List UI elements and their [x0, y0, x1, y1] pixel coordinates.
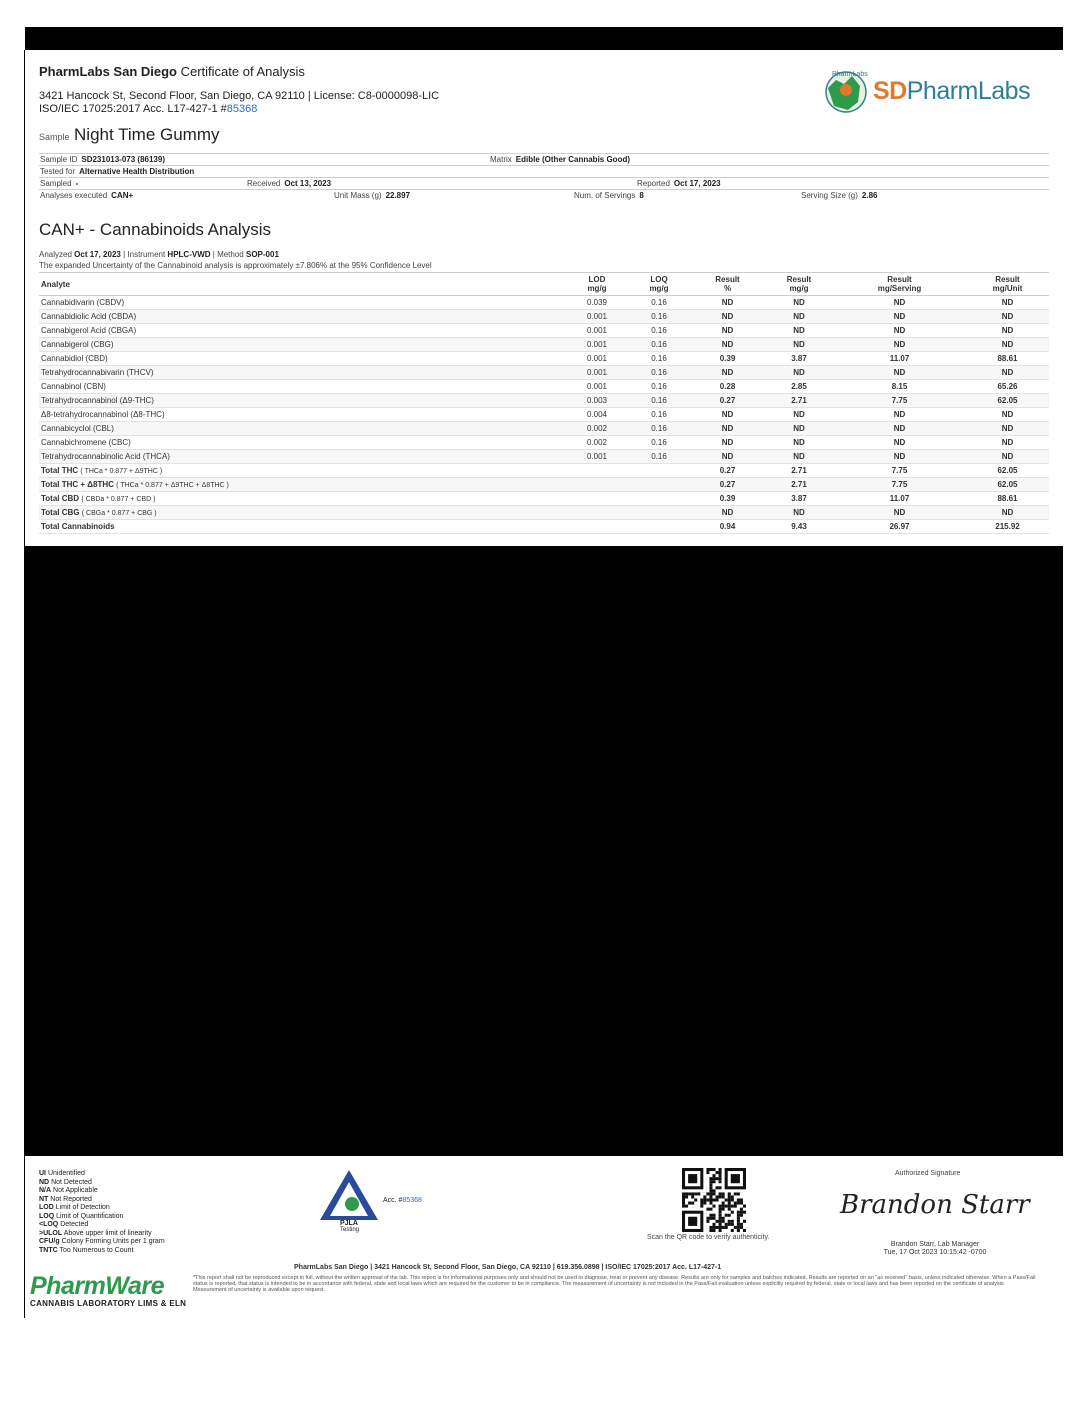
- analyte-name: Cannabicyclol (CBL): [39, 422, 566, 436]
- total-row: [39, 464, 1049, 478]
- result-mgg: ND: [765, 408, 833, 422]
- total-row: [39, 492, 1049, 506]
- total-mgg: 2.71: [765, 464, 833, 478]
- signature: Brandon Starr: [840, 1190, 1030, 1220]
- lod-value: 0.003: [566, 394, 628, 408]
- total-pct: 0.27: [690, 478, 765, 492]
- lod-value: 0.002: [566, 422, 628, 436]
- col-result-serving: Result mg/Serving: [833, 273, 966, 296]
- result-pct: ND: [690, 436, 765, 450]
- table-row: [39, 394, 1049, 408]
- col-result-mgg: Result mg/g: [765, 273, 833, 296]
- table-row: [39, 408, 1049, 422]
- result-mgg: ND: [765, 310, 833, 324]
- section-title: CAN+ - Cannabinoids Analysis: [39, 220, 271, 239]
- result-pct: ND: [690, 408, 765, 422]
- qr-caption: Scan the QR code to verify authenticity.: [647, 1234, 770, 1241]
- total-serving: 26.97: [833, 520, 966, 534]
- loq-value: 0.16: [628, 366, 690, 380]
- analyte-name: Cannabidiolic Acid (CBDA): [39, 310, 566, 324]
- result-serving: ND: [833, 310, 966, 324]
- legend-item: NT Not Reported: [39, 1195, 92, 1203]
- result-unit: ND: [966, 324, 1049, 338]
- table-row: [39, 324, 1049, 338]
- authorized-label: Authorized Signature: [895, 1170, 961, 1177]
- result-pct: ND: [690, 310, 765, 324]
- total-unit: 62.05: [966, 464, 1049, 478]
- logo-arc-text: PharmLabs: [832, 71, 868, 78]
- total-unit: 62.05: [966, 478, 1049, 492]
- logo-wordmark: SDPharmLabs: [873, 77, 1031, 105]
- lod-value: 0.002: [566, 436, 628, 450]
- footer-address: PharmLabs San Diego | 3421 Hancock St, Second Floor, San Diego, CA 92110 | 619.356.0898 | ISO/IEC 17025:2017 Acc. L17-427-1: [294, 1264, 722, 1271]
- loq-value: 0.16: [628, 408, 690, 422]
- col-result-pct: Result %: [690, 273, 765, 296]
- result-unit: ND: [966, 422, 1049, 436]
- result-unit: ND: [966, 338, 1049, 352]
- lod-value: 0.001: [566, 366, 628, 380]
- table-row: [39, 380, 1049, 394]
- result-serving: 7.75: [833, 394, 966, 408]
- info-row-1: Sample ID SD231013-073 (86139) Matrix Edible (Other Cannabis Good): [39, 153, 1049, 165]
- col-result-unit: Result mg/Unit: [966, 273, 1049, 296]
- result-pct: ND: [690, 296, 765, 310]
- result-pct: ND: [690, 422, 765, 436]
- result-serving: ND: [833, 324, 966, 338]
- col-loq: LOQ mg/g: [628, 273, 690, 296]
- table-row: [39, 366, 1049, 380]
- cannabinoid-table: [39, 272, 1049, 534]
- analyte-name: Cannabigerol Acid (CBGA): [39, 324, 566, 338]
- result-pct: ND: [690, 338, 765, 352]
- table-row: [39, 352, 1049, 366]
- total-pct: 0.27: [690, 464, 765, 478]
- analyte-name: Cannabinol (CBN): [39, 380, 566, 394]
- loq-value: 0.16: [628, 436, 690, 450]
- loq-value: 0.16: [628, 394, 690, 408]
- result-pct: 0.28: [690, 380, 765, 394]
- legend-item: CFU/g Colony Forming Units per 1 gram: [39, 1238, 165, 1245]
- total-name: Total THC + Δ8THC ( THCa * 0.877 + Δ9THC + Δ8THC ): [39, 478, 566, 492]
- result-pct: ND: [690, 324, 765, 338]
- loq-value: 0.16: [628, 338, 690, 352]
- loq-value: 0.16: [628, 296, 690, 310]
- lab-address: 3421 Hancock St, Second Floor, San Diego, CA 92110 | License: C8-0000098-LIC ISO/IEC 17025:2017 Acc. L17-427-1 #85368: [39, 90, 440, 115]
- col-analyte: Analyte: [39, 273, 566, 296]
- total-row: [39, 520, 1049, 534]
- legend-item: <LOQ Detected: [39, 1221, 89, 1228]
- lod-value: 0.001: [566, 324, 628, 338]
- result-unit: ND: [966, 296, 1049, 310]
- loq-value: 0.16: [628, 422, 690, 436]
- sample-heading: Sample Night Time Gummy: [39, 125, 220, 144]
- loq-value: 0.16: [628, 324, 690, 338]
- result-pct: 0.39: [690, 352, 765, 366]
- result-unit: 62.05: [966, 394, 1049, 408]
- page-title: PharmLabs San Diego Certificate of Analysis: [39, 64, 305, 79]
- result-unit: 88.61: [966, 352, 1049, 366]
- result-mgg: ND: [765, 338, 833, 352]
- result-mgg: ND: [765, 436, 833, 450]
- table-row: [39, 436, 1049, 450]
- total-unit: ND: [966, 506, 1049, 520]
- result-unit: ND: [966, 436, 1049, 450]
- top-black-bar: [25, 27, 1063, 50]
- pjla-text: PJLA Testing: [340, 1220, 360, 1233]
- info-row-2: Tested for Alternative Health Distribution: [39, 165, 1049, 177]
- analyte-name: Cannabidiol (CBD): [39, 352, 566, 366]
- total-serving: 7.75: [833, 464, 966, 478]
- result-serving: ND: [833, 422, 966, 436]
- iso-link[interactable]: 85368: [226, 103, 258, 115]
- col-lod: LOD mg/g: [566, 273, 628, 296]
- total-mgg: ND: [765, 506, 833, 520]
- result-serving: 8.15: [833, 380, 966, 394]
- total-name: Total THC ( THCa * 0.877 + Δ9THC ): [39, 464, 566, 478]
- loq-value: 0.16: [628, 310, 690, 324]
- analyte-name: Δ8-tetrahydrocannabinol (Δ8-THC): [39, 408, 566, 422]
- legend-item: N/A Not Applicable: [39, 1187, 98, 1194]
- analyte-name: Cannabigerol (CBG): [39, 338, 566, 352]
- legend-item: LOD Limit of Detection: [39, 1204, 110, 1211]
- result-unit: ND: [966, 366, 1049, 380]
- loq-value: 0.16: [628, 352, 690, 366]
- result-serving: ND: [833, 450, 966, 464]
- result-mgg: ND: [765, 324, 833, 338]
- total-serving: 11.07: [833, 492, 966, 506]
- loq-value: 0.16: [628, 380, 690, 394]
- analyte-name: Cannabichromene (CBC): [39, 436, 566, 450]
- loq-value: 0.16: [628, 450, 690, 464]
- total-name: Total Cannabinoids: [39, 520, 566, 534]
- disclaimer: *This report shall not be reproduced except in full, without the written approval of the lab. This report is for informational purposes only and should not be used to diagnose, treat or prevent any disease. Results are only for samples and batches indicated. Results are reported on an "as received" basis, unless indicated otherwise. When a Pass/Fail status is reported, that status is intended to be in accordance with federal, state and local laws which are required for the customer to be in compliance. The measurement of uncertainty is not included in the Pass/Fail evaluation unless explicitly required by federal, state or local laws and has been reported on the certificate of analysis. Measurement of uncertainty is available upon request.: [193, 1275, 1036, 1293]
- uncertainty-note: The expanded Uncertainty of the Cannabinoid analysis is approximately ±7.806% at the 95% Confidence Level: [39, 261, 432, 270]
- result-mgg: ND: [765, 366, 833, 380]
- legend-item: ND Not Detected: [39, 1178, 92, 1186]
- lod-value: 0.001: [566, 380, 628, 394]
- total-mgg: 9.43: [765, 520, 833, 534]
- result-pct: ND: [690, 366, 765, 380]
- analyte-name: Tetrahydrocannabinolic Acid (THCA): [39, 450, 566, 464]
- result-mgg: ND: [765, 450, 833, 464]
- table-header: [39, 273, 1049, 296]
- sample-name: Night Time Gummy: [74, 125, 220, 144]
- total-pct: ND: [690, 506, 765, 520]
- table-row: [39, 422, 1049, 436]
- total-name: Total CBD ( CBDa * 0.877 + CBD ): [39, 492, 566, 506]
- total-pct: 0.39: [690, 492, 765, 506]
- lod-value: 0.001: [566, 310, 628, 324]
- lod-value: 0.004: [566, 408, 628, 422]
- result-serving: ND: [833, 366, 966, 380]
- table-row: [39, 450, 1049, 464]
- result-mgg: ND: [765, 422, 833, 436]
- analyte-name: Cannabidivarin (CBDV): [39, 296, 566, 310]
- total-mgg: 2.71: [765, 478, 833, 492]
- signer-info: Brandon Starr, Lab Manager Tue, 17 Oct 2023 10:15:42 -0700: [883, 1241, 987, 1256]
- analysis-meta: Analyzed Oct 17, 2023 | Instrument HPLC-VWD | Method SOP-001: [39, 250, 279, 259]
- legend-item: LOQ Limit of Quantification: [39, 1212, 124, 1220]
- analyte-name: Tetrahydrocannabinol (Δ9-THC): [39, 394, 566, 408]
- table-row: [39, 296, 1049, 310]
- pharmware-logo: PharmWare CANNABIS LABORATORY LIMS & ELN: [30, 1272, 187, 1308]
- total-serving: 7.75: [833, 478, 966, 492]
- qr-code[interactable]: [682, 1168, 746, 1232]
- lod-value: 0.001: [566, 352, 628, 366]
- result-mgg: 2.71: [765, 394, 833, 408]
- result-serving: 11.07: [833, 352, 966, 366]
- analyte-name: Tetrahydrocannabivarin (THCV): [39, 366, 566, 380]
- legend-item: UI Unidentified: [39, 1170, 85, 1177]
- result-unit: ND: [966, 408, 1049, 422]
- table-row: [39, 338, 1049, 352]
- total-unit: 215.92: [966, 520, 1049, 534]
- redacted-block: [25, 546, 1063, 1156]
- result-unit: 65.26: [966, 380, 1049, 394]
- table-row: [39, 310, 1049, 324]
- result-pct: ND: [690, 450, 765, 464]
- result-mgg: 2.85: [765, 380, 833, 394]
- total-serving: ND: [833, 506, 966, 520]
- lod-value: 0.039: [566, 296, 628, 310]
- total-row: [39, 478, 1049, 492]
- total-row: [39, 506, 1049, 520]
- total-unit: 88.61: [966, 492, 1049, 506]
- abbreviation-legend: [39, 1170, 165, 1255]
- legend-item: TNTC Too Numerous to Count: [39, 1246, 134, 1254]
- lod-value: 0.001: [566, 338, 628, 352]
- legend-item: >ULOL Above upper limit of linearity: [39, 1229, 152, 1237]
- result-serving: ND: [833, 436, 966, 450]
- result-pct: 0.27: [690, 394, 765, 408]
- result-serving: ND: [833, 296, 966, 310]
- total-mgg: 3.87: [765, 492, 833, 506]
- result-unit: ND: [966, 310, 1049, 324]
- result-mgg: ND: [765, 296, 833, 310]
- result-serving: ND: [833, 338, 966, 352]
- acc-link[interactable]: 85368: [402, 1197, 422, 1204]
- result-serving: ND: [833, 408, 966, 422]
- result-mgg: 3.87: [765, 352, 833, 366]
- info-row-4: Analyses executed CAN+ Unit Mass (g) 22.897 Num. of Servings 8 Serving Size (g) 2.86: [39, 189, 1049, 201]
- result-unit: ND: [966, 450, 1049, 464]
- total-name: Total CBG ( CBGa * 0.877 + CBG ): [39, 506, 566, 520]
- accreditation: Acc. #85368: [383, 1197, 422, 1204]
- info-row-3: Sampled - Received Oct 13, 2023 Reported Oct 17, 2023: [39, 177, 1049, 189]
- total-pct: 0.94: [690, 520, 765, 534]
- lod-value: 0.001: [566, 450, 628, 464]
